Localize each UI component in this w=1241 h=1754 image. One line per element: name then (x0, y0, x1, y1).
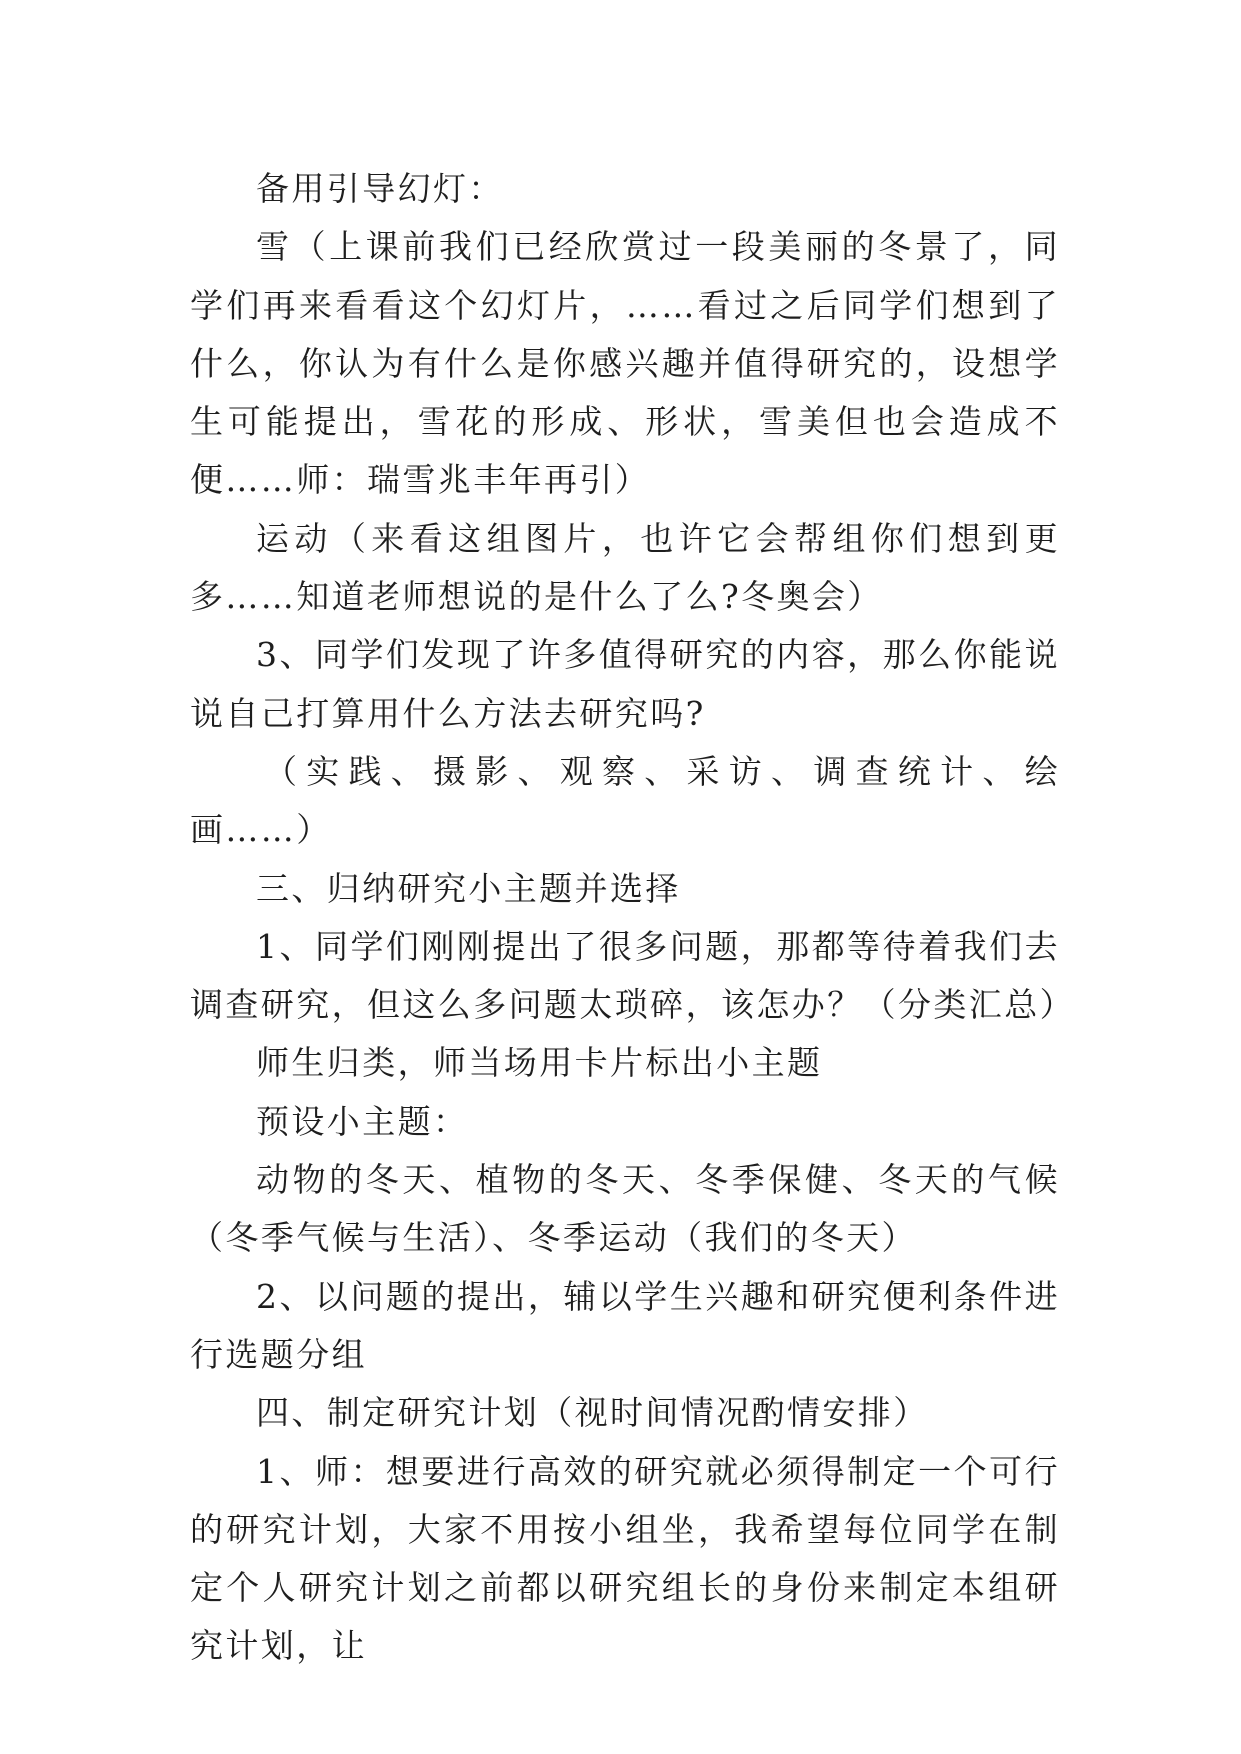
paragraph-slide-guide-heading: 备用引导幻灯： (256, 169, 504, 208)
paragraph-research-methods-list: （实践、摄影、观察、采访、调查统计、绘画……） (190, 751, 1060, 850)
section-heading-4: 四、制定研究计划（视时间情况酌情安排） (256, 1393, 929, 1433)
paragraph-sports: 运动（来看这组图片，也许它会帮组你们想到更多……知道老师想说的是什么了么?冬奥会） (190, 518, 1060, 617)
paragraph-teacher-student-classify: 师生归类，师当场用卡片标出小主题 (256, 1043, 823, 1083)
paragraph-grouping: 2、以问题的提出，辅以学生兴趣和研究便利条件进行选题分组 (190, 1276, 1060, 1374)
paragraph-preset-topics-label: 预设小主题： (256, 1101, 469, 1141)
paragraph-preset-topics-list: 动物的冬天、植物的冬天、冬季保健、冬天的气候（冬季气候与生活）、冬季运动（我们的冬天） (190, 1160, 1060, 1258)
document-body (190, 160, 1075, 1676)
section-heading-3: 三、归纳研究小主题并选择 (256, 868, 681, 908)
paragraph-classify-questions: 1、同学们刚刚提出了很多问题，那都等待着我们去调查研究，但这么多问题太琐碎，该怎办？（分类汇总） (190, 926, 1075, 1025)
paragraph-research-methods-question: 3、同学们发现了许多值得研究的内容，那么你能说说自己打算用什么方法去研究吗? (190, 635, 1060, 733)
paragraph-snow: 雪（上课前我们已经欣赏过一段美丽的冬景了，同学们再来看看这个幻灯片，……看过之后同学们想到了什么，你认为有什么是你感兴趣并值得研究的，设想学生可能提出，雪花的形成、形状，雪美但也会造成不便……师：瑞雪兆丰年再引） (190, 227, 1060, 500)
paragraph-make-plan: 1、师：想要进行高效的研究就必须得制定一个可行的研究计划，大家不用按小组坐，我希望每位同学在制定个人研究计划之前都以研究组长的身份来制定本组研究计划，让 (190, 1451, 1060, 1666)
